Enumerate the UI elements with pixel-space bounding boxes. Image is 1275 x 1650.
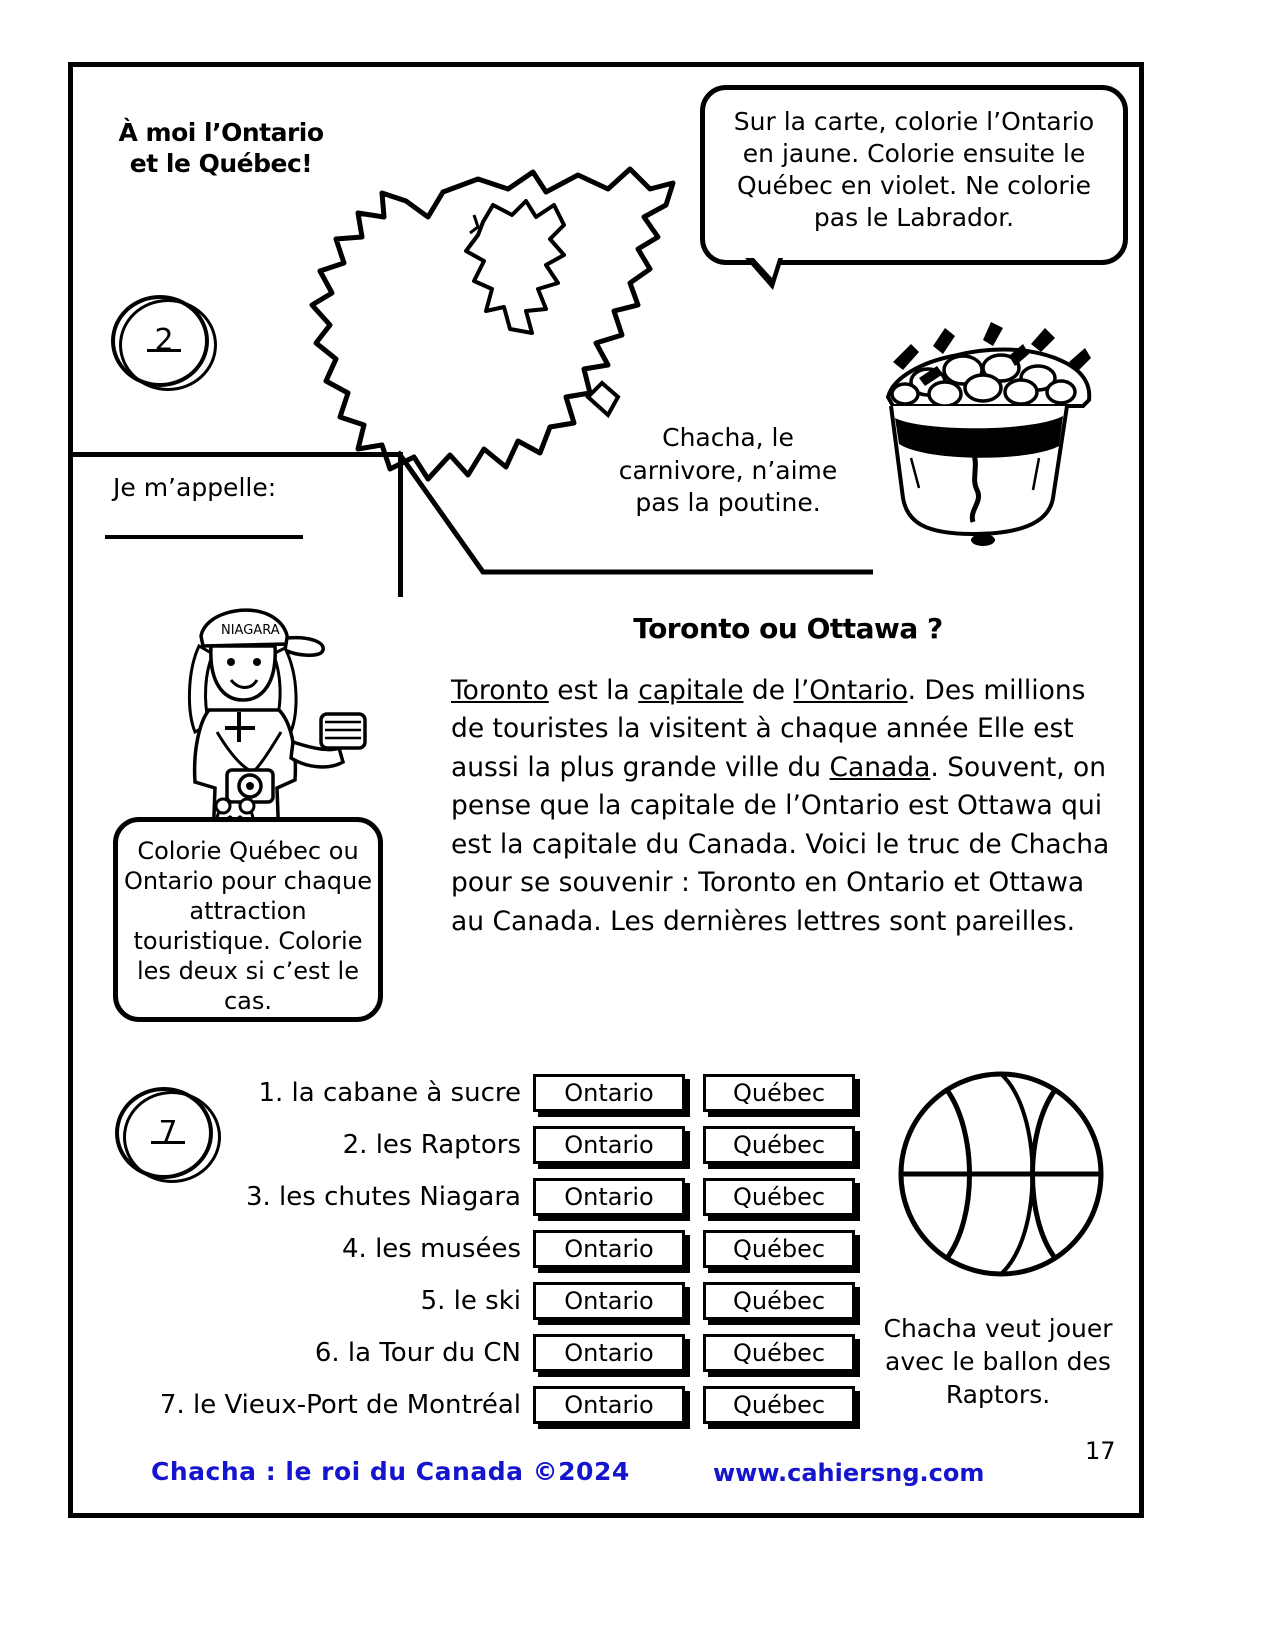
section-body-text bbox=[451, 672, 1113, 941]
quiz-item-label: 6. la Tour du CN bbox=[314, 1338, 521, 1368]
quiz-option-quebec[interactable] bbox=[703, 1386, 855, 1424]
quiz-option-ontario[interactable] bbox=[533, 1386, 685, 1424]
stamp-number-value: 7 bbox=[158, 1115, 178, 1150]
option-label[interactable]: Ontario bbox=[533, 1282, 685, 1320]
colorie-instruction-bubble bbox=[113, 817, 383, 1022]
quiz-item-label: 7. le Vieux-Port de Montréal bbox=[159, 1390, 521, 1420]
quiz-option-ontario[interactable] bbox=[533, 1126, 685, 1164]
section-body-paragraph: Toronto est la capitale de l’Ontario. Des millions de touristes la visitent à chaque année Elle est aussi la plus grande ville du Canada. Souvent, on pense que la capitale de l’Ontario est Ottawa qui est la capitale du Canada. Voici le truc de Chacha pour se souvenir : Toronto en Ontario et Ottawa au Canada. Les dernières lettres sont pareilles. bbox=[451, 675, 1110, 937]
quiz-option-quebec[interactable] bbox=[703, 1178, 855, 1216]
option-label[interactable]: Québec bbox=[703, 1282, 855, 1320]
quiz-option-ontario[interactable] bbox=[533, 1230, 685, 1268]
map-instruction-bubble bbox=[700, 85, 1128, 265]
page-number: 17 bbox=[1085, 1437, 1116, 1465]
quiz-option-ontario[interactable] bbox=[533, 1074, 685, 1112]
page-title-line2: et le Québec! bbox=[129, 149, 313, 179]
option-label[interactable]: Ontario bbox=[533, 1178, 685, 1216]
footer-credit: Chacha : le roi du Canada ©2024 bbox=[151, 1457, 630, 1486]
quiz-option-quebec[interactable] bbox=[703, 1074, 855, 1112]
quiz-option-quebec[interactable] bbox=[703, 1126, 855, 1164]
option-label[interactable]: Québec bbox=[703, 1386, 855, 1424]
name-field-label: Je m’appelle: bbox=[113, 473, 277, 502]
quiz-item-label: 2. les Raptors bbox=[342, 1130, 521, 1160]
quiz-option-ontario[interactable] bbox=[533, 1282, 685, 1320]
stamp-number-2 bbox=[111, 295, 219, 391]
attraction-quiz bbox=[133, 1067, 873, 1431]
basketball-caption-text: Chacha veut jouer avec le ballon des Raptors. bbox=[883, 1314, 1113, 1409]
bubble-tail-inner bbox=[752, 256, 779, 278]
quiz-option-quebec[interactable] bbox=[703, 1282, 855, 1320]
section-heading: Toronto ou Ottawa ? bbox=[633, 612, 943, 645]
option-label[interactable]: Ontario bbox=[533, 1386, 685, 1424]
name-field-input-line[interactable] bbox=[105, 535, 303, 539]
quiz-option-quebec[interactable] bbox=[703, 1334, 855, 1372]
quiz-row bbox=[133, 1067, 873, 1119]
poutine-caption-text: Chacha, le carnivore, n’aime pas la poutine. bbox=[618, 423, 838, 517]
option-label[interactable]: Ontario bbox=[533, 1230, 685, 1268]
quiz-item-label: 5. le ski bbox=[420, 1286, 521, 1316]
quiz-row bbox=[133, 1379, 873, 1431]
map-instruction-text: Sur la carte, colorie l’Ontario en jaune. Colorie ensuite le Québec en violet. Ne colorie pas le Labrador. bbox=[733, 107, 1095, 232]
quiz-row bbox=[133, 1275, 873, 1327]
quiz-option-ontario[interactable] bbox=[533, 1178, 685, 1216]
svg-text:NIAGARA: NIAGARA bbox=[221, 623, 280, 638]
poutine-illustration bbox=[833, 282, 1123, 552]
quiz-item-label: 3. les chutes Niagara bbox=[245, 1182, 521, 1212]
stamp-number-value: 2 bbox=[154, 323, 174, 358]
basketball-illustration bbox=[893, 1062, 1113, 1292]
option-label[interactable]: Ontario bbox=[533, 1074, 685, 1112]
option-label[interactable]: Québec bbox=[703, 1074, 855, 1112]
quiz-row bbox=[133, 1327, 873, 1379]
quiz-row bbox=[133, 1171, 873, 1223]
option-label[interactable]: Québec bbox=[703, 1230, 855, 1268]
quiz-row bbox=[133, 1119, 873, 1171]
quiz-option-ontario[interactable] bbox=[533, 1334, 685, 1372]
colorie-instruction-text: Colorie Québec ou Ontario pour chaque attraction touristique. Colorie les deux si c’est le cas. bbox=[123, 837, 372, 1015]
option-label[interactable]: Québec bbox=[703, 1334, 855, 1372]
name-field-block bbox=[73, 452, 403, 597]
page-title-line1: À moi l’Ontario bbox=[118, 118, 324, 147]
quiz-row bbox=[133, 1223, 873, 1275]
section-divider bbox=[373, 447, 873, 607]
quiz-item-label: 1. la cabane à sucre bbox=[258, 1078, 521, 1108]
quiz-item-label: 4. les musées bbox=[342, 1234, 521, 1264]
worksheet-page bbox=[68, 62, 1144, 1518]
option-label[interactable]: Québec bbox=[703, 1126, 855, 1164]
option-label[interactable]: Ontario bbox=[533, 1334, 685, 1372]
basketball-caption bbox=[883, 1312, 1113, 1411]
option-label[interactable]: Québec bbox=[703, 1178, 855, 1216]
footer-website[interactable]: www.cahiersng.com bbox=[713, 1459, 985, 1487]
option-label[interactable]: Ontario bbox=[533, 1126, 685, 1164]
quiz-option-quebec[interactable] bbox=[703, 1230, 855, 1268]
